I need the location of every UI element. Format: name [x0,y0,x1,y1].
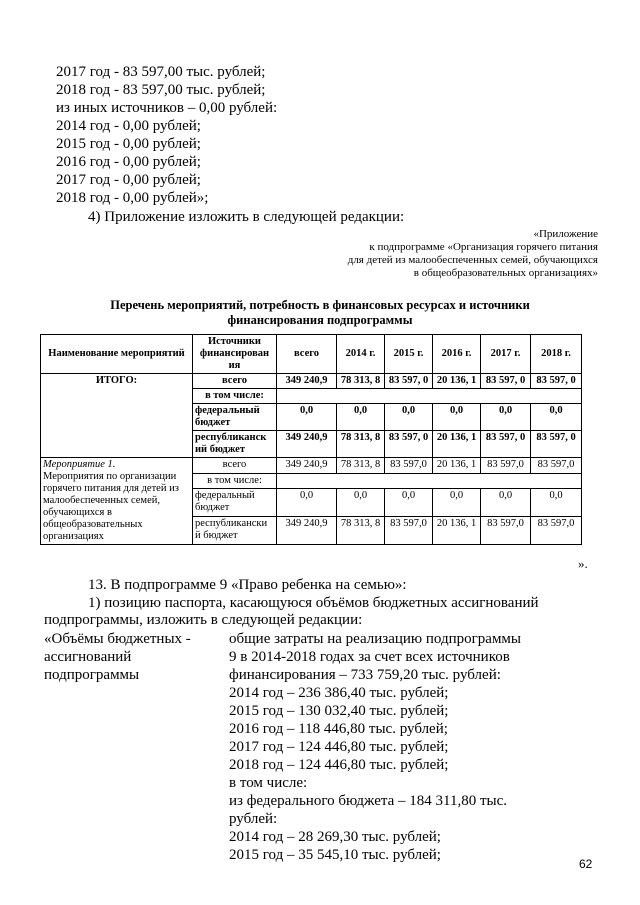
table-row [41,458,582,474]
value-cell: 83 597, 0 [481,431,531,458]
value-cell: 78 313, 8 [337,431,385,458]
page-number: 62 [579,857,593,871]
value-cell: 83 597,0 [481,458,531,474]
table-header-row [41,335,582,374]
value-cell: 83 597,0 [531,458,582,474]
value-cell: 0,0 [337,404,385,431]
source-cell: в том числе: [193,473,277,489]
text-line: 2018 год - 0,00 рублей»; [56,190,209,206]
value-cell: 0,0 [337,489,385,517]
itogo-label: ИТОГО: [41,374,193,458]
passport-label: «Объёмы бюджетных - [44,631,191,647]
value-cell: 83 597,0 [385,458,433,474]
measure-description: Мероприятия по организации горячего питания для детей из малообеспеченных семей, обучающихся в общеобразовательных организациях [43,471,179,542]
value-cell: 0,0 [531,404,582,431]
value-cell: 83 597, 0 [531,431,582,458]
passport-value-line: 2016 год – 118 446,80 тыс. рублей; [229,721,448,737]
text-line: 2016 год - 0,00 рублей; [56,154,201,170]
source-cell: федеральный бюджет [193,489,277,517]
source-cell: всего [193,458,277,474]
source-cell: федеральный бюджет [193,404,277,431]
value-cell: 0,0 [385,404,433,431]
header-cell: 2018 г. [531,335,582,374]
value-cell: 349 240,9 [277,374,337,389]
source-cell: республиканск ий бюджет [193,431,277,458]
source-cell: всего [193,374,277,389]
table-title: Перечень мероприятий, потребность в финансовых ресурсах и источники [110,298,530,312]
text-line: 2017 год - 0,00 рублей; [56,172,201,188]
value-cell: 349 240,9 [277,458,337,474]
value-cell: 0,0 [481,404,531,431]
item-4-text: 4) Приложение изложить в следующей редакции: [88,209,405,225]
passport-value-line: 9 в 2014-2018 годах за счет всех источников [229,649,510,665]
value-cell: 349 240,9 [277,517,337,545]
value-cell: 0,0 [277,489,337,517]
value-cell: 20 136, 1 [433,517,481,545]
passport-value-line: 2017 год – 124 446,80 тыс. рублей; [229,739,449,755]
value-cell: 78 313, 8 [337,374,385,389]
value-cell: 83 597,0 [531,517,582,545]
passport-value-line: в том числе: [229,775,308,791]
value-cell: 83 597, 0 [385,374,433,389]
value-cell: 83 597, 0 [531,374,582,389]
value-cell: 83 597,0 [481,517,531,545]
value-cell: 20 136, 1 [433,431,481,458]
value-cell: 78 313, 8 [337,458,385,474]
table-title: финансирования подпрограммы [227,313,413,327]
passport-value-line: 2014 год – 28 269,30 тыс. рублей; [229,829,441,845]
passport-value-line: общие затраты на реализацию подпрограммы [229,631,522,647]
appendix-header-line: к подпрограмме «Организация горячего питания [369,241,598,253]
value-cell: 0,0 [433,404,481,431]
text-line: 2015 год - 0,00 рублей; [56,136,201,152]
value-cell: 20 136, 1 [433,458,481,474]
header-cell: 2016 г. [433,335,481,374]
section-13-heading: 13. В подпрограмме 9 «Право ребенка на семью»: [88,577,407,593]
appendix-header-line: для детей из малообеспеченных семей, обучающихся [347,254,598,266]
value-cell: 0,0 [277,404,337,431]
value-cell: 83 597, 0 [385,431,433,458]
empty-cell [277,473,582,489]
header-cell: 2014 г. [337,335,385,374]
passport-value-line: из федерального бюджета – 184 311,80 тыс. [229,793,508,809]
item-1-text: 1) позицию паспорта, касающуюся объёмов бюджетных ассигнований [88,595,539,611]
text-line: 2018 год - 83 597,00 тыс. рублей; [56,82,266,98]
passport-value-line: 2014 год – 236 386,40 тыс. рублей; [229,685,449,701]
passport-value-line: рублей: [229,811,278,827]
passport-label: подпрограммы [44,667,140,683]
passport-value-line: финансирования – 733 759,20 тыс. рублей: [229,667,501,683]
header-cell: Наименование мероприятий [41,335,193,374]
table-row [41,374,582,389]
text-line: 2014 год - 0,00 рублей; [56,118,201,134]
passport-value-line: 2015 год – 35 545,10 тыс. рублей; [229,847,441,863]
header-cell: Источники финансирован ия [193,335,277,374]
appendix-header-line: «Приложение [533,228,598,240]
table-closing-quote: ». [578,556,588,571]
appendix-header-line: в общеобразовательных организациях» [413,267,598,279]
value-cell: 83 597,0 [385,517,433,545]
value-cell: 349 240,9 [277,431,337,458]
empty-cell [277,389,582,404]
passport-value-line: 2018 год – 124 446,80 тыс. рублей; [229,757,449,773]
value-cell: 78 313, 8 [337,517,385,545]
value-cell: 0,0 [385,489,433,517]
passport-value-line: 2015 год – 130 032,40 тыс. рублей; [229,703,449,719]
value-cell: 83 597, 0 [481,374,531,389]
text-line: из иных источников – 0,00 рублей: [56,100,278,116]
source-cell: в том числе: [193,389,277,404]
value-cell: 0,0 [531,489,582,517]
passport-label: ассигнований [44,649,132,665]
financing-table [40,334,582,545]
header-cell: всего [277,335,337,374]
measure-cell [41,458,193,545]
header-cell: 2017 г. [481,335,531,374]
text-line: 2017 год - 83 597,00 тыс. рублей; [56,64,266,80]
value-cell: 20 136, 1 [433,374,481,389]
measure-title: Мероприятие 1. [43,459,116,470]
source-cell: республикански й бюджет [193,517,277,545]
value-cell: 0,0 [481,489,531,517]
header-cell: 2015 г. [385,335,433,374]
item-1-text-cont: подпрограммы, изложить в следующей редакции: [44,612,363,628]
value-cell: 0,0 [433,489,481,517]
